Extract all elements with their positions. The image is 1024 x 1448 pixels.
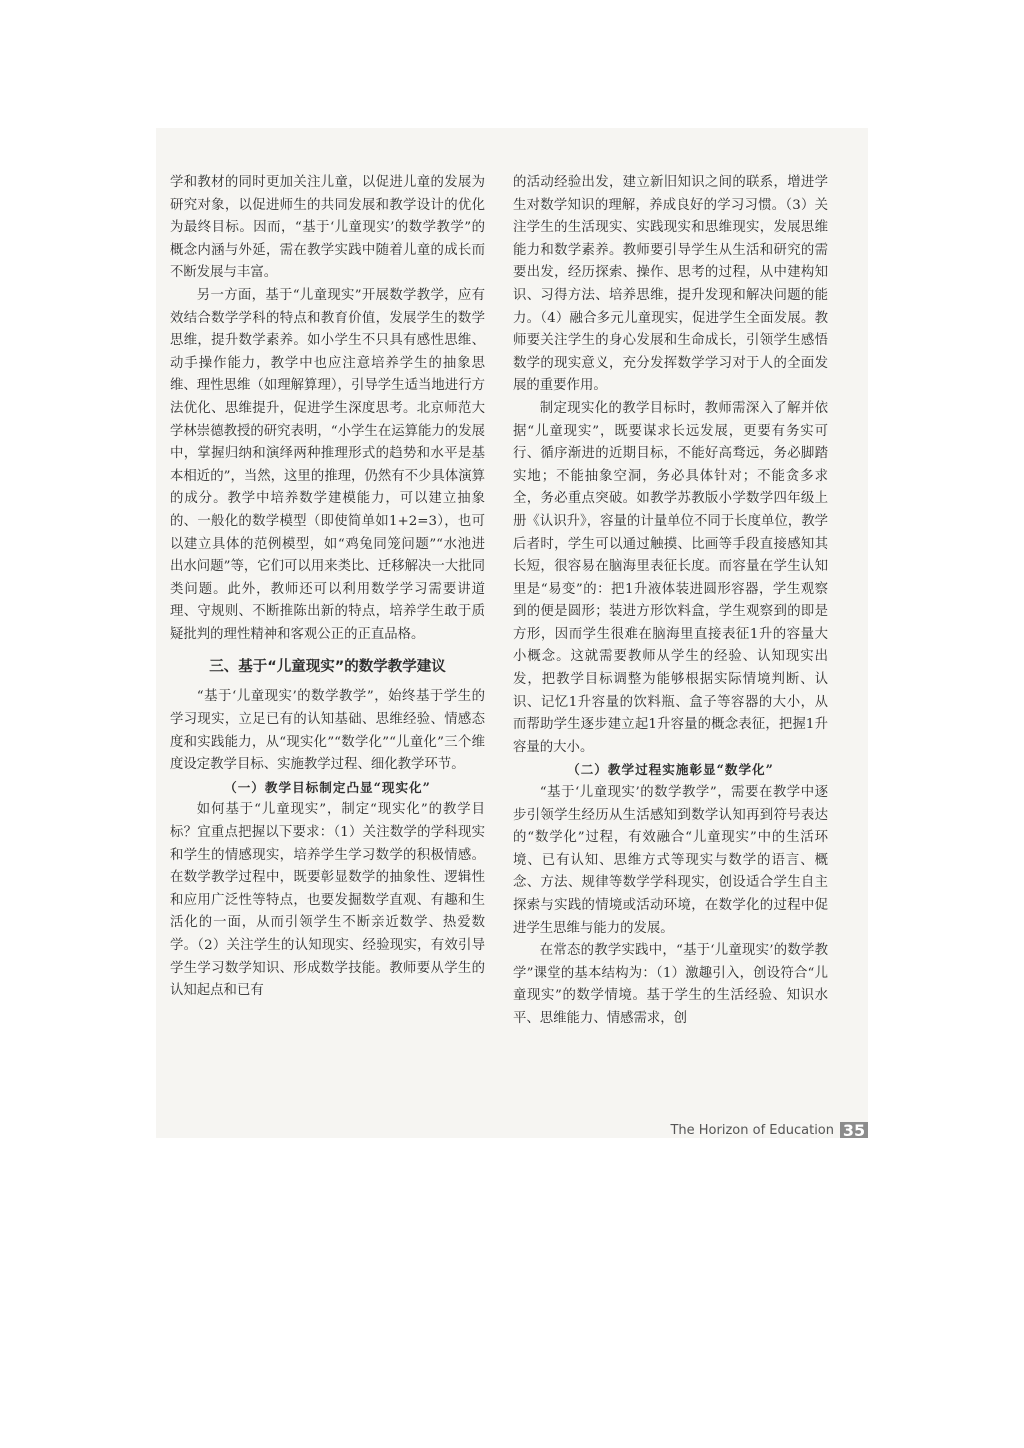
scanned-page: [156, 128, 868, 1138]
subsection-heading: （一）教学目标制定凸显“现实化”: [224, 779, 431, 795]
page-footer: [156, 1122, 868, 1138]
paragraph: “基于‘儿童现实’的数学教学”，需要在教学中逐步引领学生经历从生活感知到数学认知再到符号表达的“数学化”过程，有效融合“儿童现实”中的生活环境、已有认知、思维方式等现实与数学的语言、概念、方法、规律等数学学科现实，创设适合学生自主探索与实践的情境或活动环境，在数学化的过程中促进学生思维与能力的发展。: [513, 785, 828, 936]
paragraph: 的活动经验出发，建立新旧知识之间的联系，增进学生对数学知识的理解，养成良好的学习习惯。（3）关注学生的生活现实、实践现实和思维现实，发展思维能力和数学素养。教师要引导学生从生活和研究的需要出发，经历探索、操作、思考的过程，从中建构知识、习得方法、培养思维，提升发现和解决问题的能力。（4）融合多元儿童现实，促进学生全面发展。教师要关注学生的身心发展和生命成长，引领学生感悟数学的现实意义，充分发挥数学学习对于人的全面发展的重要作用。: [513, 175, 828, 394]
subsection-heading: （二）教学过程实施彰显“数学化”: [567, 762, 774, 778]
paragraph: “基于‘儿童现实’的数学教学”，始终基于学生的学习现实，立足已有的认知基础、思维经验、情感态度和实践能力，从“现实化”“数学化”“儿童化”三个维度设定教学目标、实施教学过程、细化教学环节。: [170, 689, 485, 773]
left-column: [170, 172, 485, 1003]
section-heading: 三、基于“儿童现实”的数学教学建议: [209, 659, 446, 676]
paragraph: 另一方面，基于“儿童现实”开展数学教学，应有效结合数学学科的特点和教育价值，发展学生的数学思维，提升数学素养。如小学生不只具有感性思维、动手操作能力，教学中也应注意培养学生的抽象思维、理性思维（如理解算理），引导学生适当地进行方法优化、思维提升，促进学生深度思考。北京师范大学林崇德教授的研究表明，“小学生在运算能力的发展中，掌握归纳和演绎两种推理形式的趋势和水平是基本相近的”，当然，这里的推理，仍然有不少具体演算的成分。教学中培养数学建模能力，可以建立抽象的、一般化的数学模型（即使简单如1+2=3），也可以建立具体的范例模型，如“鸡兔同笼问题”“水池进出水问题”等，它们可以用来类比、迁移解决一大批同类问题。此外，教师还可以利用数学学习需要讲道理、守规则、不断推陈出新的特点，培养学生敢于质疑批判的理性精神和客观公正的正直品格。: [170, 287, 485, 642]
paragraph: 如何基于“儿童现实”，制定“现实化”的教学目标？宜重点把握以下要求：（1）关注数学的学科现实和学生的情感现实，培养学生学习数学的积极情感。在数学教学过程中，既要彰显数学的抽象性、逻辑性和应用广泛性等特点，也要发掘数学直观、有趣和生活化的一面，从而引领学生不断亲近数学、热爱数学。（2）关注学生的认知现实、经验现实，有效引导学生学习数学知识、形成数学技能。教师要从学生的认知起点和已有: [170, 802, 485, 999]
page-number: 35: [840, 1122, 868, 1138]
paragraph: 在常态的教学实践中，“基于‘儿童现实’的数学教学”课堂的基本结构为：（1）激趣引入，创设符合“儿童现实”的数学情境。基于学生的生活经验、知识水平、思维能力、情感需求，创: [513, 943, 828, 1026]
right-column: [513, 172, 828, 1031]
paragraph: 制定现实化的教学目标时，教师需深入了解并依据“儿童现实”，既要谋求长远发展，更要有务实可行、循序渐进的近期目标，不能好高骛远，务必脚踏实地；不能抽象空洞，务必具体针对；不能贪多求全，务必重点突破。如教学苏教版小学数学四年级上册《认识升》，容量的计量单位不同于长度单位，教学后者时，学生可以通过触摸、比画等手段直接感知其长短，很容易在脑海里表征长度。而容量在学生认知里是“易变”的：把1升液体装进圆形容器，学生观察到的便是圆形；装进方形饮料盒，学生观察到的即是方形，因而学生很难在脑海里直接表征1升的容量大小概念。这就需要教师从学生的经验、认知现实出发，把教学目标调整为能够根据实际情境判断、认识、记忆1升容量的饮料瓶、盒子等容器的大小，从而帮助学生逐步建立起1升容量的概念表征，把握1升容量的大小。: [513, 400, 828, 755]
journal-name: The Horizon of Education: [670, 1123, 834, 1138]
paragraph: 学和教材的同时更加关注儿童，以促进儿童的发展为研究对象，以促进师生的共同发展和教学设计的优化为最终目标。因而，“基于‘儿童现实’的数学教学”的概念内涵与外延，需在教学实践中随着儿童的成长而不断发展与丰富。: [170, 175, 485, 281]
